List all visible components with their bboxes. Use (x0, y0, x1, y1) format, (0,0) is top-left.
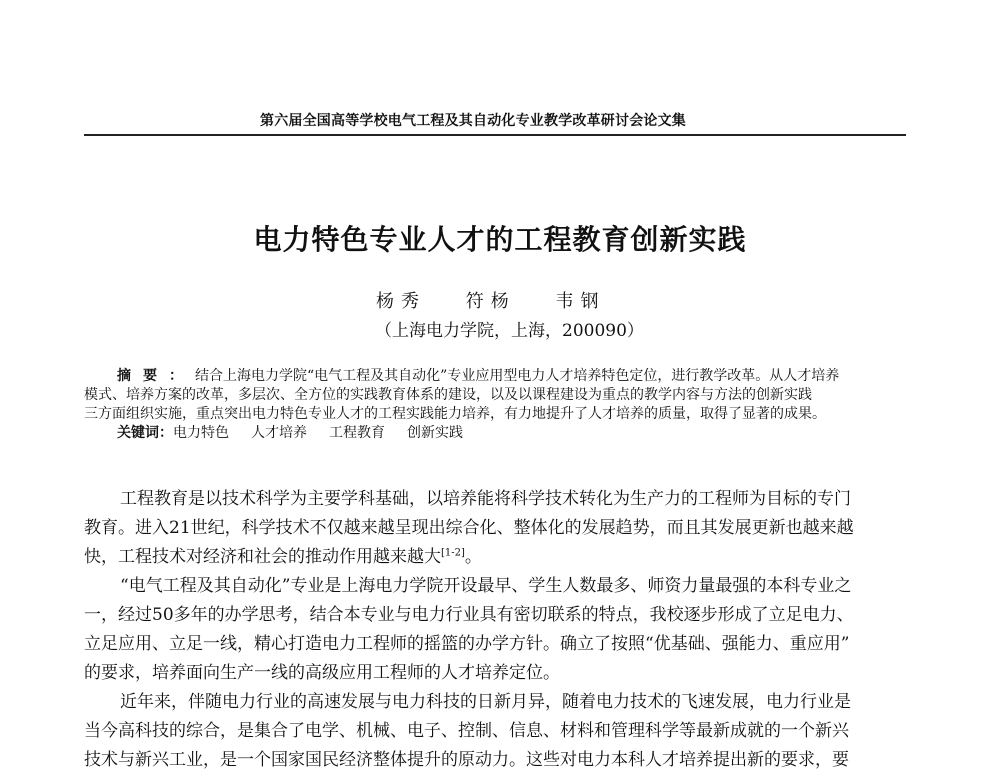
author-name: 符杨 (465, 291, 516, 312)
body-line: 近年来，伴随电力行业的高速发展与电力科技的日新月异，随着电力技术的飞速发展，电力行业是 (120, 692, 851, 712)
keywords-label: 关键词： (117, 425, 173, 441)
citation: [1-2] (441, 547, 465, 559)
body-line: 技术与新兴工业，是一个国家国民经济整体提升的原动力。这些对电力本科人才培养提出新的要求，要 (84, 750, 849, 770)
body-line: 教育。进入21世纪，科学技术不仅越来越呈现出综合化、整体化的发展趋势，而且其发展更新也越来越 (84, 518, 854, 538)
body-text-span: 。 (464, 547, 482, 567)
abstract (84, 367, 906, 443)
body-line: 的要求，培养面向生产一线的高级应用工程师的人才培养定位。 (84, 663, 560, 683)
abstract-line: 三方面组织实施，重点突出电力特色专业人才的工程实践能力培养，有力地提升了人才培养的质量，取得了显著的成果。 (84, 406, 826, 422)
keyword: 电力特色 (173, 425, 229, 441)
body-text (84, 485, 906, 775)
body-line: 工程教育是以技术科学为主要学科基础，以培养能将科学技术转化为生产力的工程师为目标的专门 (120, 489, 851, 509)
body-line: 当今高科技的综合，是集合了电学、机械、电子、控制、信息、材料和管理科学等最新成就的一个新兴 (84, 721, 849, 741)
author-name: 韦钢 (555, 291, 606, 312)
body-line: 一，经过50多年的办学思考，结合本专业与电力行业具有密切联系的特点，我校逐步形成了立足电力、 (84, 605, 854, 625)
keywords (84, 424, 906, 443)
abstract-line (84, 367, 906, 386)
affiliation: （上海电力学院，上海，200090） (375, 321, 644, 341)
running-header: 第六届全国高等学校电气工程及其自动化专业教学改革研讨会论文集 (260, 113, 686, 129)
paper-title: 电力特色专业人才的工程教育创新实践 (253, 223, 747, 256)
body-line: 立足应用、立足一线，精心打造电力工程师的摇篮的办学方针。确立了按照“优基础、强能力、重应用” (84, 634, 850, 654)
author-list (376, 290, 656, 314)
body-line: “电气工程及其自动化”专业是上海电力学院开设最早、学生人数最多、师资力量最强的本科专业之 (120, 576, 852, 596)
abstract-text: 结合上海电力学院“电气工程及其自动化”专业应用型电力人才培养特色定位，进行教学改革。从人才培养 (195, 368, 840, 384)
keyword: 人才培养 (251, 425, 307, 441)
body-text-span: 快，工程技术对经济和社会的推动作用越来越大 (84, 547, 441, 567)
abstract-line: 模式、培养方案的改革，多层次、全方位的实践教育体系的建设，以及以课程建设为重点的教学内容与方法的创新实践 (84, 387, 812, 403)
abstract-label: 摘要： (117, 368, 195, 384)
header-rule (84, 134, 906, 136)
keyword: 工程教育 (329, 425, 385, 441)
body-line (84, 543, 906, 572)
author-name: 杨秀 (376, 291, 426, 312)
keyword: 创新实践 (407, 425, 463, 441)
